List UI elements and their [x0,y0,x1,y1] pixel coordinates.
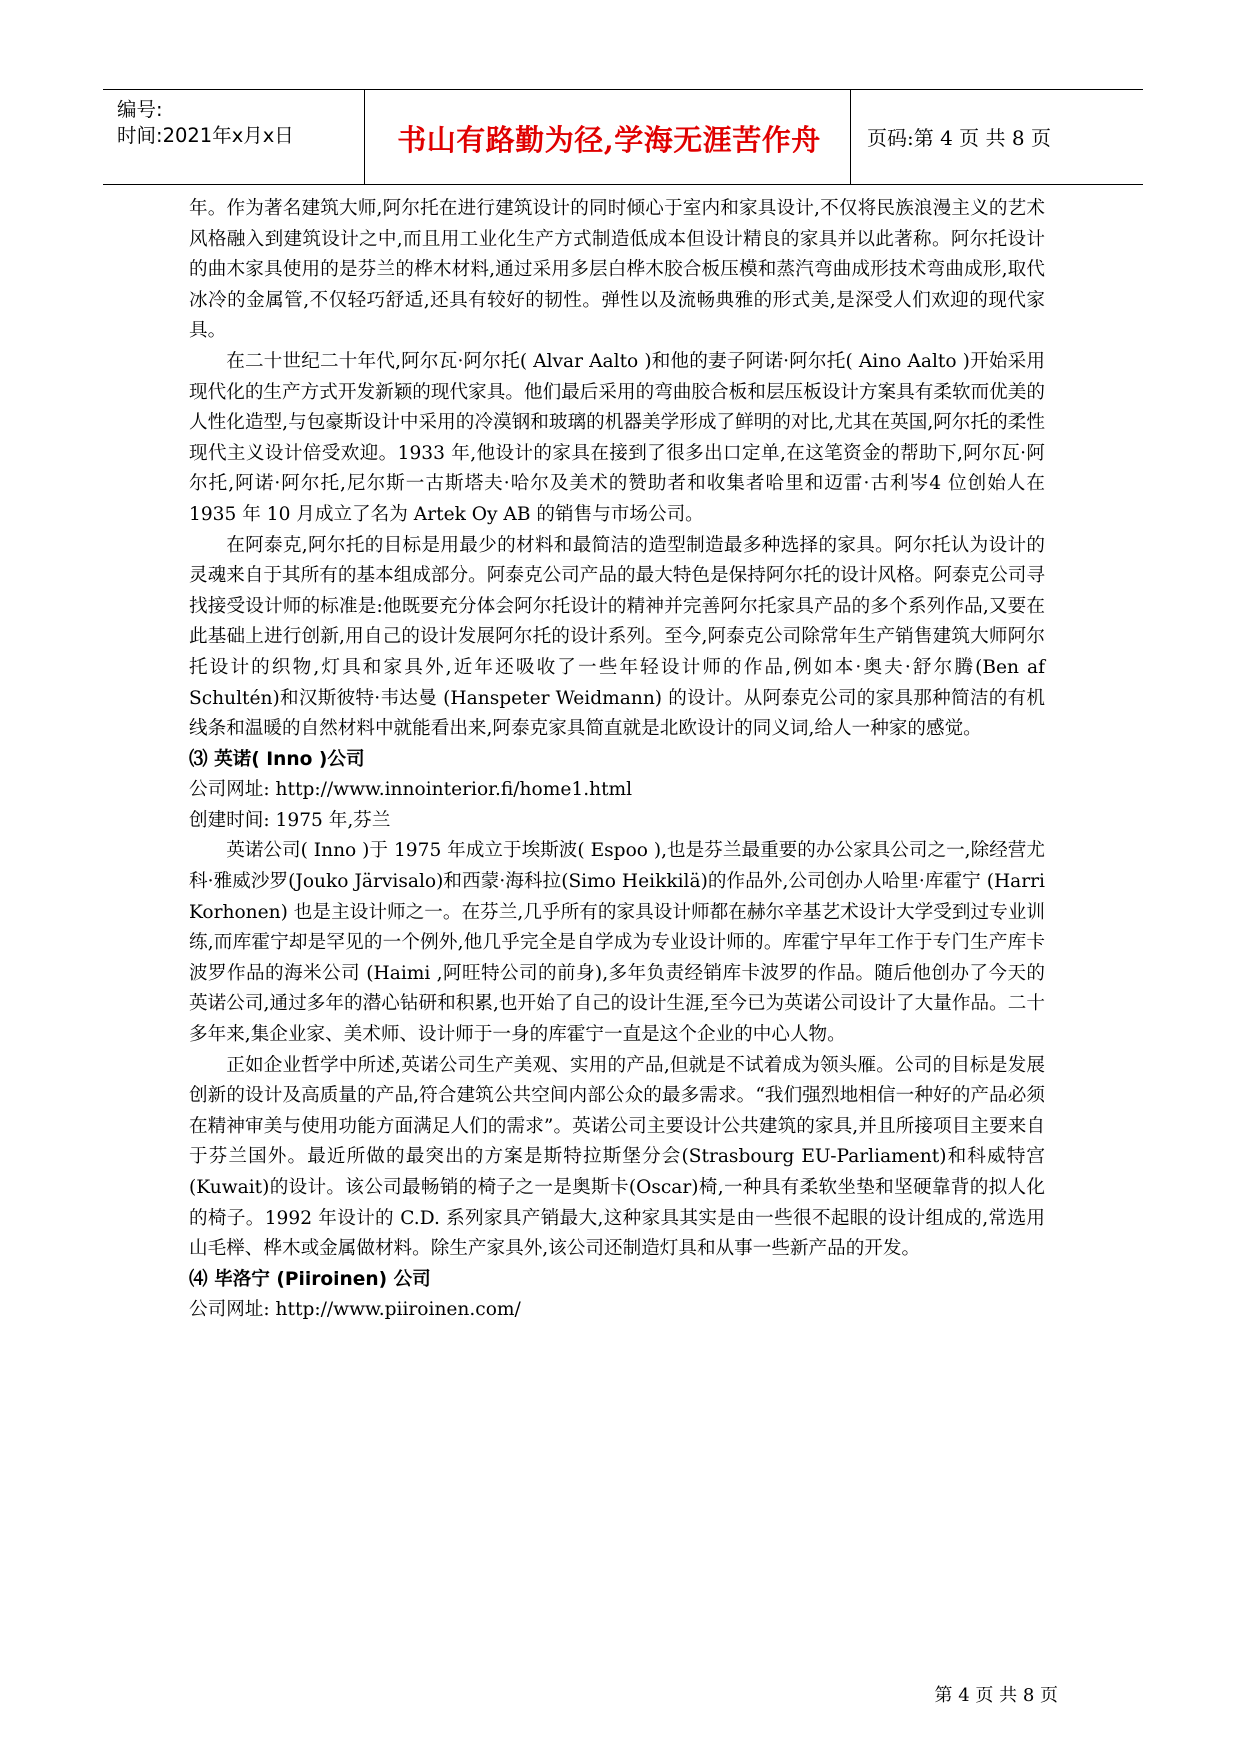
header-motto-cell [365,90,851,184]
inno-founded: 创建时间: 1975 年,芬兰 [189,809,391,831]
header-page-code: 页码:第 4 页 共 8 页 [867,126,1051,150]
paragraph-artek-philosophy: 在阿泰克,阿尔托的目标是用最少的材料和最简洁的造型制造最多种选择的家具。阿尔托认为设计的灵魂来自于其所有的基本组成部分。阿泰克公司产品的最大特色是保持阿尔托的设计风格。阿泰克公司寻找接受设计师的标准是:他既要充分体会阿尔托设计的精神并完善阿尔托家具产品的多个系列作品,又要在此基础上进行创新,用自己的设计发展阿尔托的设计系列。至今,阿泰克公司除常年生产销售建筑大师阿尔托设计的织物,灯具和家具外,近年还吸收了一些年轻设计师的作品,例如本·奥夫·舒尔腾(Ben af Schultén)和汉斯彼特·韦达曼 (Hanspeter Weidmann) 的设计。从阿泰克公司的家具那种简洁的有机线条和温暖的自然材料中就能看出来,阿泰克家具简直就是北欧设计的同义词,给人一种家的感觉。 [189,534,1045,740]
page-footer: 第 4 页 共 8 页 [934,1685,1058,1706]
paragraph-inno-philosophy: 正如企业哲学中所述,英诺公司生产美观、实用的产品,但就是不试着成为领头雁。公司的目标是发展创新的设计及高质量的产品,符合建筑公共空间内部公众的最多需求。“我们强烈地相信一种好的产品必须在精神审美与使用功能方面满足人们的需求”。英诺公司主要设计公共建筑的家具,并且所接项目主要来自于芬兰国外。最近所做的最突出的方案是斯特拉斯堡分会(Strasbourg EU-Parliament)和科威特宫(Kuwait)的设计。该公司最畅销的椅子之一是奥斯卡(Oscar)椅,一种具有柔软坐垫和坚硬靠背的拟人化的椅子。1992 年设计的 C.D. 系列家具产销最大,这种家具其实是由一些很不起眼的设计组成的,常选用山毛榉、桦木或金属做材料。除生产家具外,该公司还制造灯具和从事一些新产品的开发。 [189,1054,1045,1260]
piiroinen-website: 公司网址: http://www.piiroinen.com/ [189,1299,521,1321]
inno-website: 公司网址: http://www.innointerior.fi/home1.html [189,779,633,801]
section-heading-inno: ⑶ 英诺( Inno )公司 [189,748,365,770]
paragraph-inno-history: 英诺公司( Inno )于 1975 年成立于埃斯波( Espoo ),也是芬兰最重要的办公家具公司之一,除经营尤科·雅威沙罗(Jouko Järvisalo)和西蒙·海科拉(Simo Heikkilä)的作品外,公司创办人哈里·库霍宁 (Harri Korhonen) 也是主设计师之一。在芬兰,几乎所有的家具设计师都在赫尔辛基艺术设计大学受到过专业训练,而库霍宁却是罕见的一个例外,他几乎完全是自学成为专业设计师的。库霍宁早年工作于专门生产库卡波罗作品的海米公司 (Haimi ,阿旺特公司的前身),多年负责经销库卡波罗的作品。随后他创办了今天的英诺公司,通过多年的潜心钻研和积累,也开始了自己的设计生涯,至今已为英诺公司设计了大量作品。二十多年来,集企业家、美术师、设计师于一身的库霍宁一直是这个企业的中心人物。 [189,840,1045,1046]
document-number-label: 编号: [117,98,163,121]
section-heading-piiroinen: ⑷ 毕洛宁 (Piiroinen) 公司 [189,1268,431,1290]
document-body [189,194,1045,1326]
header-info-cell [103,90,365,184]
header-motto: 书山有路勤为径,学海无涯苦作舟 [397,123,821,157]
paragraph-aalto-furniture: 年。作为著名建筑大师,阿尔托在进行建筑设计的同时倾心于室内和家具设计,不仅将民族浪漫主义的艺术风格融入到建筑设计之中,而且用工业化生产方式制造低成本但设计精良的家具并以此著称。阿尔托设计的曲木家具使用的是芬兰的桦木材料,通过采用多层白桦木胶合板压模和蒸汽弯曲成形技术弯曲成形,取代冰冷的金属管,不仅轻巧舒适,还具有较好的韧性。弹性以及流畅典雅的形式美,是深受人们欢迎的现代家具。 [189,198,1045,342]
page-header [103,89,1143,185]
document-date: 时间:2021年x月x日 [117,124,294,147]
paragraph-artek-founding: 在二十世纪二十年代,阿尔瓦·阿尔托( Alvar Aalto )和他的妻子阿诺·阿尔托( Aino Aalto )开始采用现代化的生产方式开发新颖的现代家具。他们最后采用的弯曲胶合板和层压板设计方案具有柔软而优美的人性化造型,与包豪斯设计中采用的冷漠钢和玻璃的机器美学形成了鲜明的对比,尤其在英国,阿尔托的柔性现代主义设计倍受欢迎。1933 年,他设计的家具在接到了很多出口定单,在这笔资金的帮助下,阿尔瓦·阿尔托,阿诺·阿尔托,尼尔斯一古斯塔夫·哈尔及美术的赞助者和收集者哈里和迈雷·古利岑4 位创始人在 1935 年 10 月成立了名为 Artek Oy AB 的销售与市场公司。 [189,350,1045,525]
header-page-cell [851,90,1143,184]
